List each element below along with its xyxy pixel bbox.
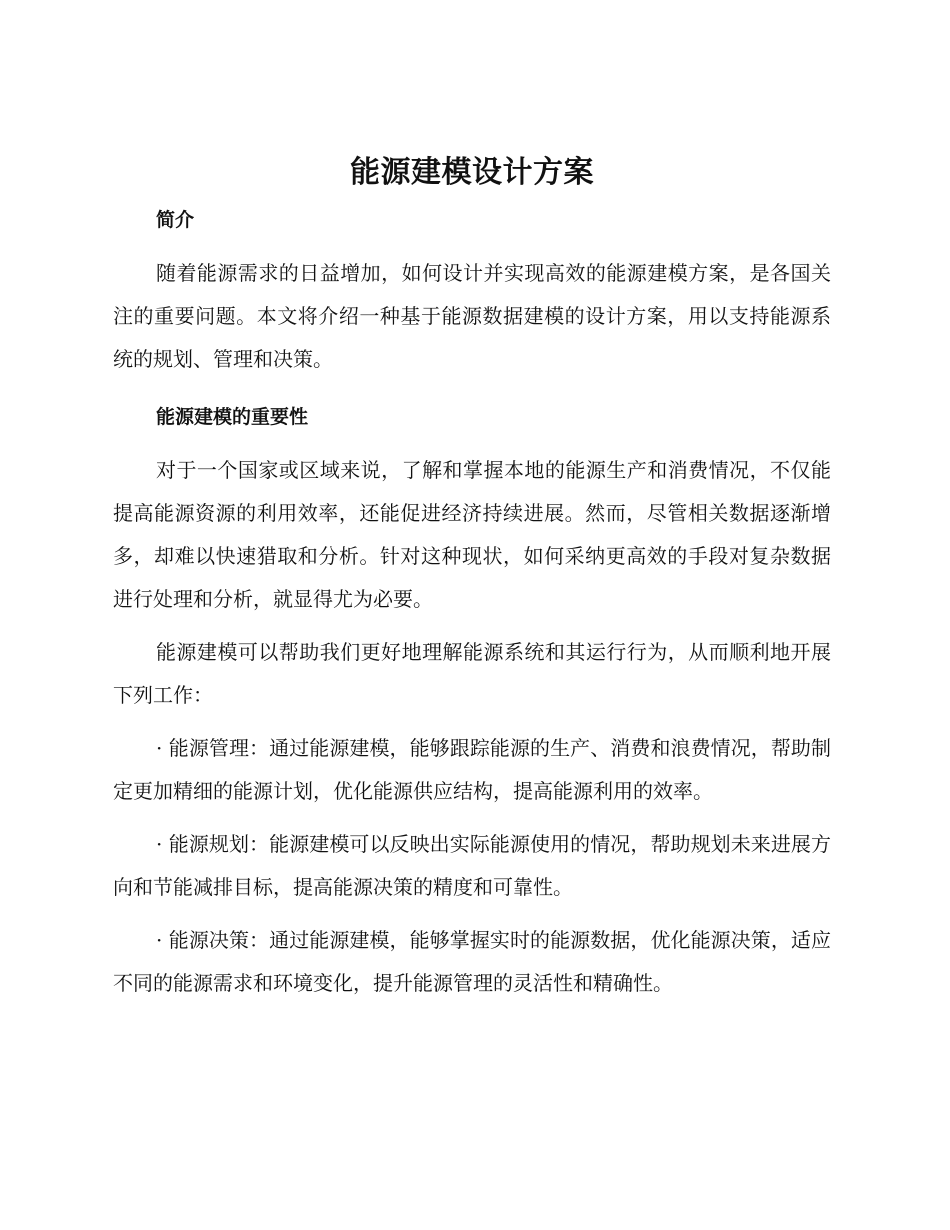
importance-paragraph-1: 对于一个国家或区域来说，了解和掌握本地的能源生产和消费情况，不仅能提高能源资源的利用效率，还能促进经济持续进展。然而，尽管相关数据逐渐增多，却难以快速猎取和分析。针对这种现状，如何采纳更高效的手段对复杂数据进行处理和分析，就显得尤为必要。 xyxy=(113,458,831,611)
intro-paragraph: 随着能源需求的日益增加，如何设计并实现高效的能源建模方案，是各国关注的重要问题。本文将介绍一种基于能源数据建模的设计方案，用以支持能源系统的规划、管理和决策。 xyxy=(113,261,831,371)
bullet-energy-management: · 能源管理：通过能源建模，能够跟踪能源的生产、消费和浪费情况，帮助制定更加精细的能源计划，优化能源供应结构，提高能源利用的效率。 xyxy=(113,736,831,803)
section-heading-importance: 能源建模的重要性 xyxy=(156,406,309,428)
document-title: 能源建模设计方案 xyxy=(350,155,594,190)
document-page xyxy=(113,150,831,1005)
bullet-energy-decision: · 能源决策：通过能源建模，能够掌握实时的能源数据，优化能源决策，适应不同的能源需求和环境变化，提升能源管理的灵活性和精确性。 xyxy=(113,928,831,995)
section-heading-intro: 简介 xyxy=(156,209,195,231)
importance-paragraph-2: 能源建模可以帮助我们更好地理解能源系统和其运行行为，从而顺利地开展下列工作： xyxy=(113,640,831,707)
bullet-energy-planning: · 能源规划：能源建模可以反映出实际能源使用的情况，帮助规划未来进展方向和节能减排目标，提高能源决策的精度和可靠性。 xyxy=(113,832,831,899)
